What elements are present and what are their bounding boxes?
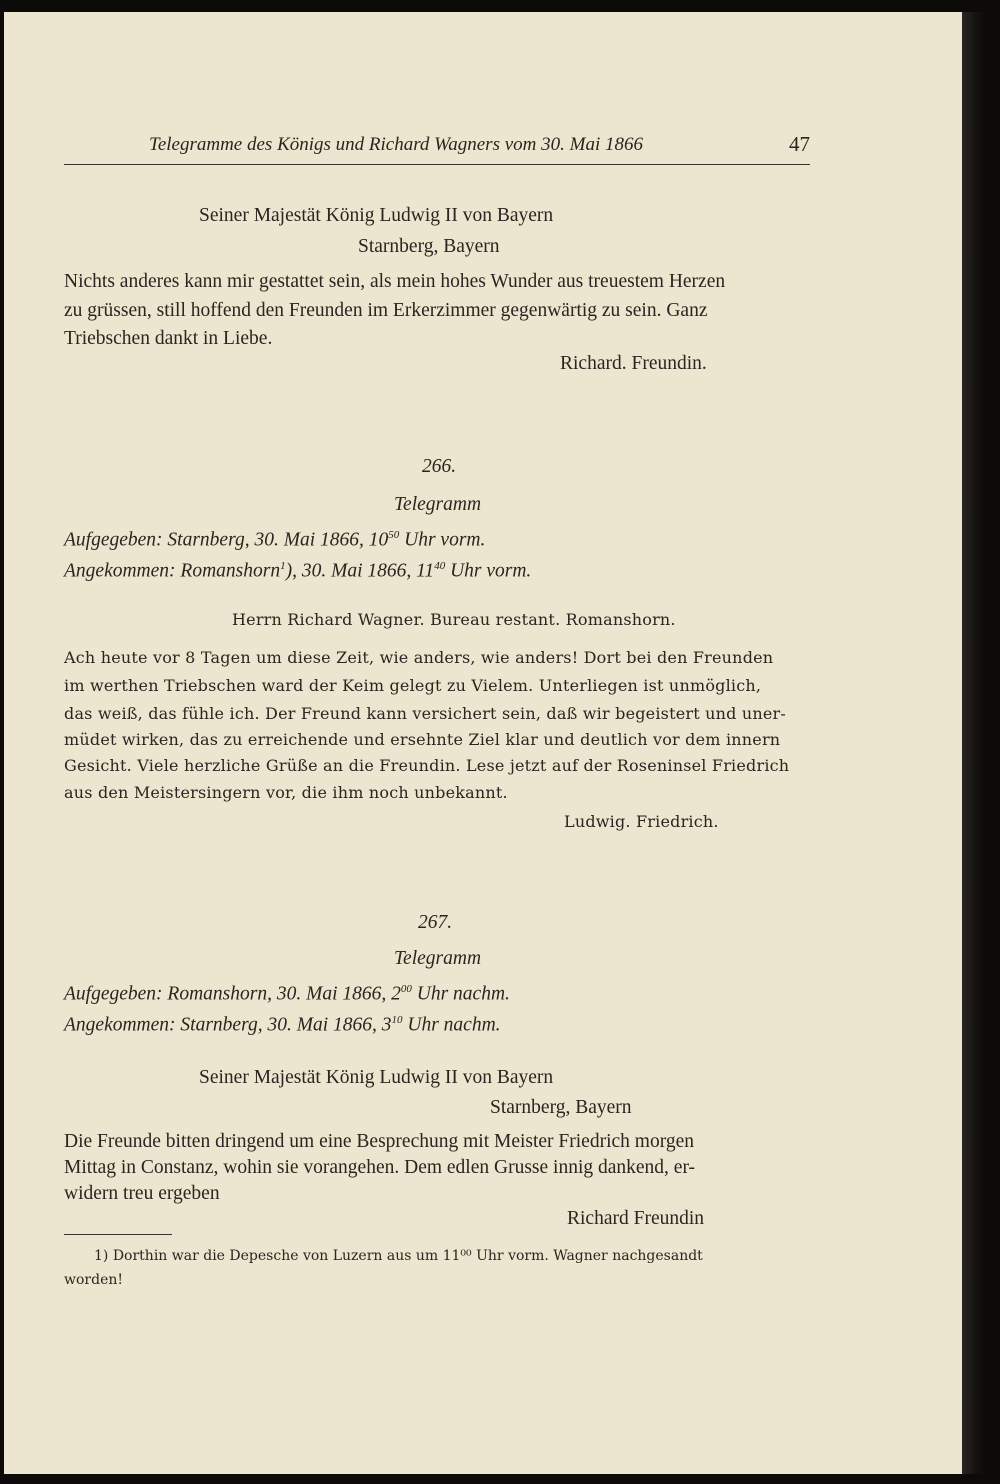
signature: Ludwig. Friedrich. bbox=[564, 812, 719, 831]
body-line: müdet wirken, das zu erreichende und ersehnte Ziel klar und deutlich vor dem innern bbox=[64, 730, 781, 749]
arrived-text: ), 30. Mai 1866, bbox=[285, 560, 412, 582]
sent-text: Romanshorn, 30. Mai 1866, bbox=[167, 983, 387, 1005]
arrived-text: Starnberg, 30. Mai 1866, bbox=[180, 1014, 377, 1036]
footnote-rule bbox=[64, 1234, 172, 1235]
body-line: Nichts anderes kann mir gestattet sein, als mein hohes Wunder aus treuestem Herzen bbox=[64, 271, 726, 292]
signature: Richard Freundin bbox=[567, 1208, 705, 1229]
arrived-hour: 11 bbox=[416, 560, 435, 582]
arrived-place: Romanshorn bbox=[180, 560, 281, 582]
page-number: 47 bbox=[789, 132, 810, 156]
addressee: Herrn Richard Wagner. Bureau restant. Romanshorn. bbox=[232, 610, 676, 629]
arrived-minutes: 40 bbox=[434, 560, 446, 572]
footnote-ref: 1 bbox=[280, 560, 286, 572]
addressee: Seiner Majestät König Ludwig II von Bayern bbox=[199, 1067, 554, 1088]
body-line: Gesicht. Viele herzliche Grüße an die Freundin. Lese jetzt auf der Roseninsel Friedrich bbox=[64, 756, 790, 775]
sent-hour: 2 bbox=[391, 983, 401, 1005]
arrived-suffix: Uhr vorm. bbox=[450, 560, 532, 582]
addressee-place: Starnberg, Bayern bbox=[490, 1097, 632, 1118]
sent-line bbox=[64, 983, 510, 1006]
book-page bbox=[4, 12, 962, 1474]
addressee: Seiner Majestät König Ludwig II von Bayern bbox=[199, 205, 554, 226]
telegram-heading: Telegramm bbox=[394, 494, 482, 515]
arrived-minutes: 10 bbox=[391, 1014, 403, 1026]
body-line: im werthen Triebschen ward der Keim gelegt zu Vielem. Unterliegen ist unmöglich, bbox=[64, 676, 762, 695]
body-line: Triebschen dankt in Liebe. bbox=[64, 328, 273, 349]
arrived-hour: 3 bbox=[381, 1014, 392, 1036]
footnote-text: Dorthin war die Depesche von Luzern aus um 11⁰⁰ Uhr vorm. Wagner nachgesandt bbox=[112, 1248, 703, 1264]
body-line: zu grüssen, still hoffend den Freunden im Erkerzimmer gegenwärtig zu sein. Ganz bbox=[64, 300, 708, 321]
body-line: das weiß, das fühle ich. Der Freund kann versichert sein, daß wir begeistert und uner- bbox=[64, 704, 787, 723]
sent-hour: 10 bbox=[368, 529, 389, 551]
sent-minutes: 00 bbox=[400, 983, 412, 995]
running-title: Telegramme des Königs und Richard Wagners vom 30. Mai 1866 bbox=[149, 134, 643, 155]
signature: Richard. Freundin. bbox=[560, 353, 707, 374]
telegram-number: 267. bbox=[418, 912, 453, 933]
arrived-line bbox=[64, 560, 531, 583]
running-header bbox=[64, 132, 810, 165]
body-line: aus den Meistersingern vor, die ihm noch unbekannt. bbox=[64, 783, 508, 802]
sent-text: Starnberg, 30. Mai 1866, bbox=[167, 529, 364, 551]
sent-suffix: Uhr vorm. bbox=[404, 529, 486, 551]
arrived-label: Angekommen: bbox=[64, 1014, 176, 1036]
sent-minutes: 50 bbox=[388, 529, 400, 541]
sent-label: Aufgegeben: bbox=[64, 529, 163, 551]
book-binding-edge bbox=[962, 12, 986, 1474]
footnote-line bbox=[94, 1248, 703, 1264]
arrived-suffix: Uhr nachm. bbox=[407, 1014, 501, 1036]
sent-label: Aufgegeben: bbox=[64, 983, 163, 1005]
arrived-label: Angekommen: bbox=[64, 560, 176, 582]
telegram-heading: Telegramm bbox=[394, 948, 482, 969]
body-line: widern treu ergeben bbox=[64, 1183, 220, 1204]
addressee-place: Starnberg, Bayern bbox=[358, 236, 500, 257]
body-line: Mittag in Constanz, wohin sie vorangehen. Dem edlen Grusse innig dankend, er- bbox=[64, 1157, 696, 1178]
sent-line bbox=[64, 529, 485, 552]
body-line: Ach heute vor 8 Tagen um diese Zeit, wie anders, wie anders! Dort bei den Freunden bbox=[64, 648, 774, 667]
footnote-line: worden! bbox=[64, 1272, 123, 1288]
body-line: Die Freunde bitten dringend um eine Besprechung mit Meister Friedrich morgen bbox=[64, 1131, 694, 1152]
footnote-marker: 1) bbox=[94, 1248, 109, 1264]
arrived-line bbox=[64, 1014, 501, 1037]
telegram-number: 266. bbox=[422, 456, 457, 477]
sent-suffix: Uhr nachm. bbox=[416, 983, 510, 1005]
